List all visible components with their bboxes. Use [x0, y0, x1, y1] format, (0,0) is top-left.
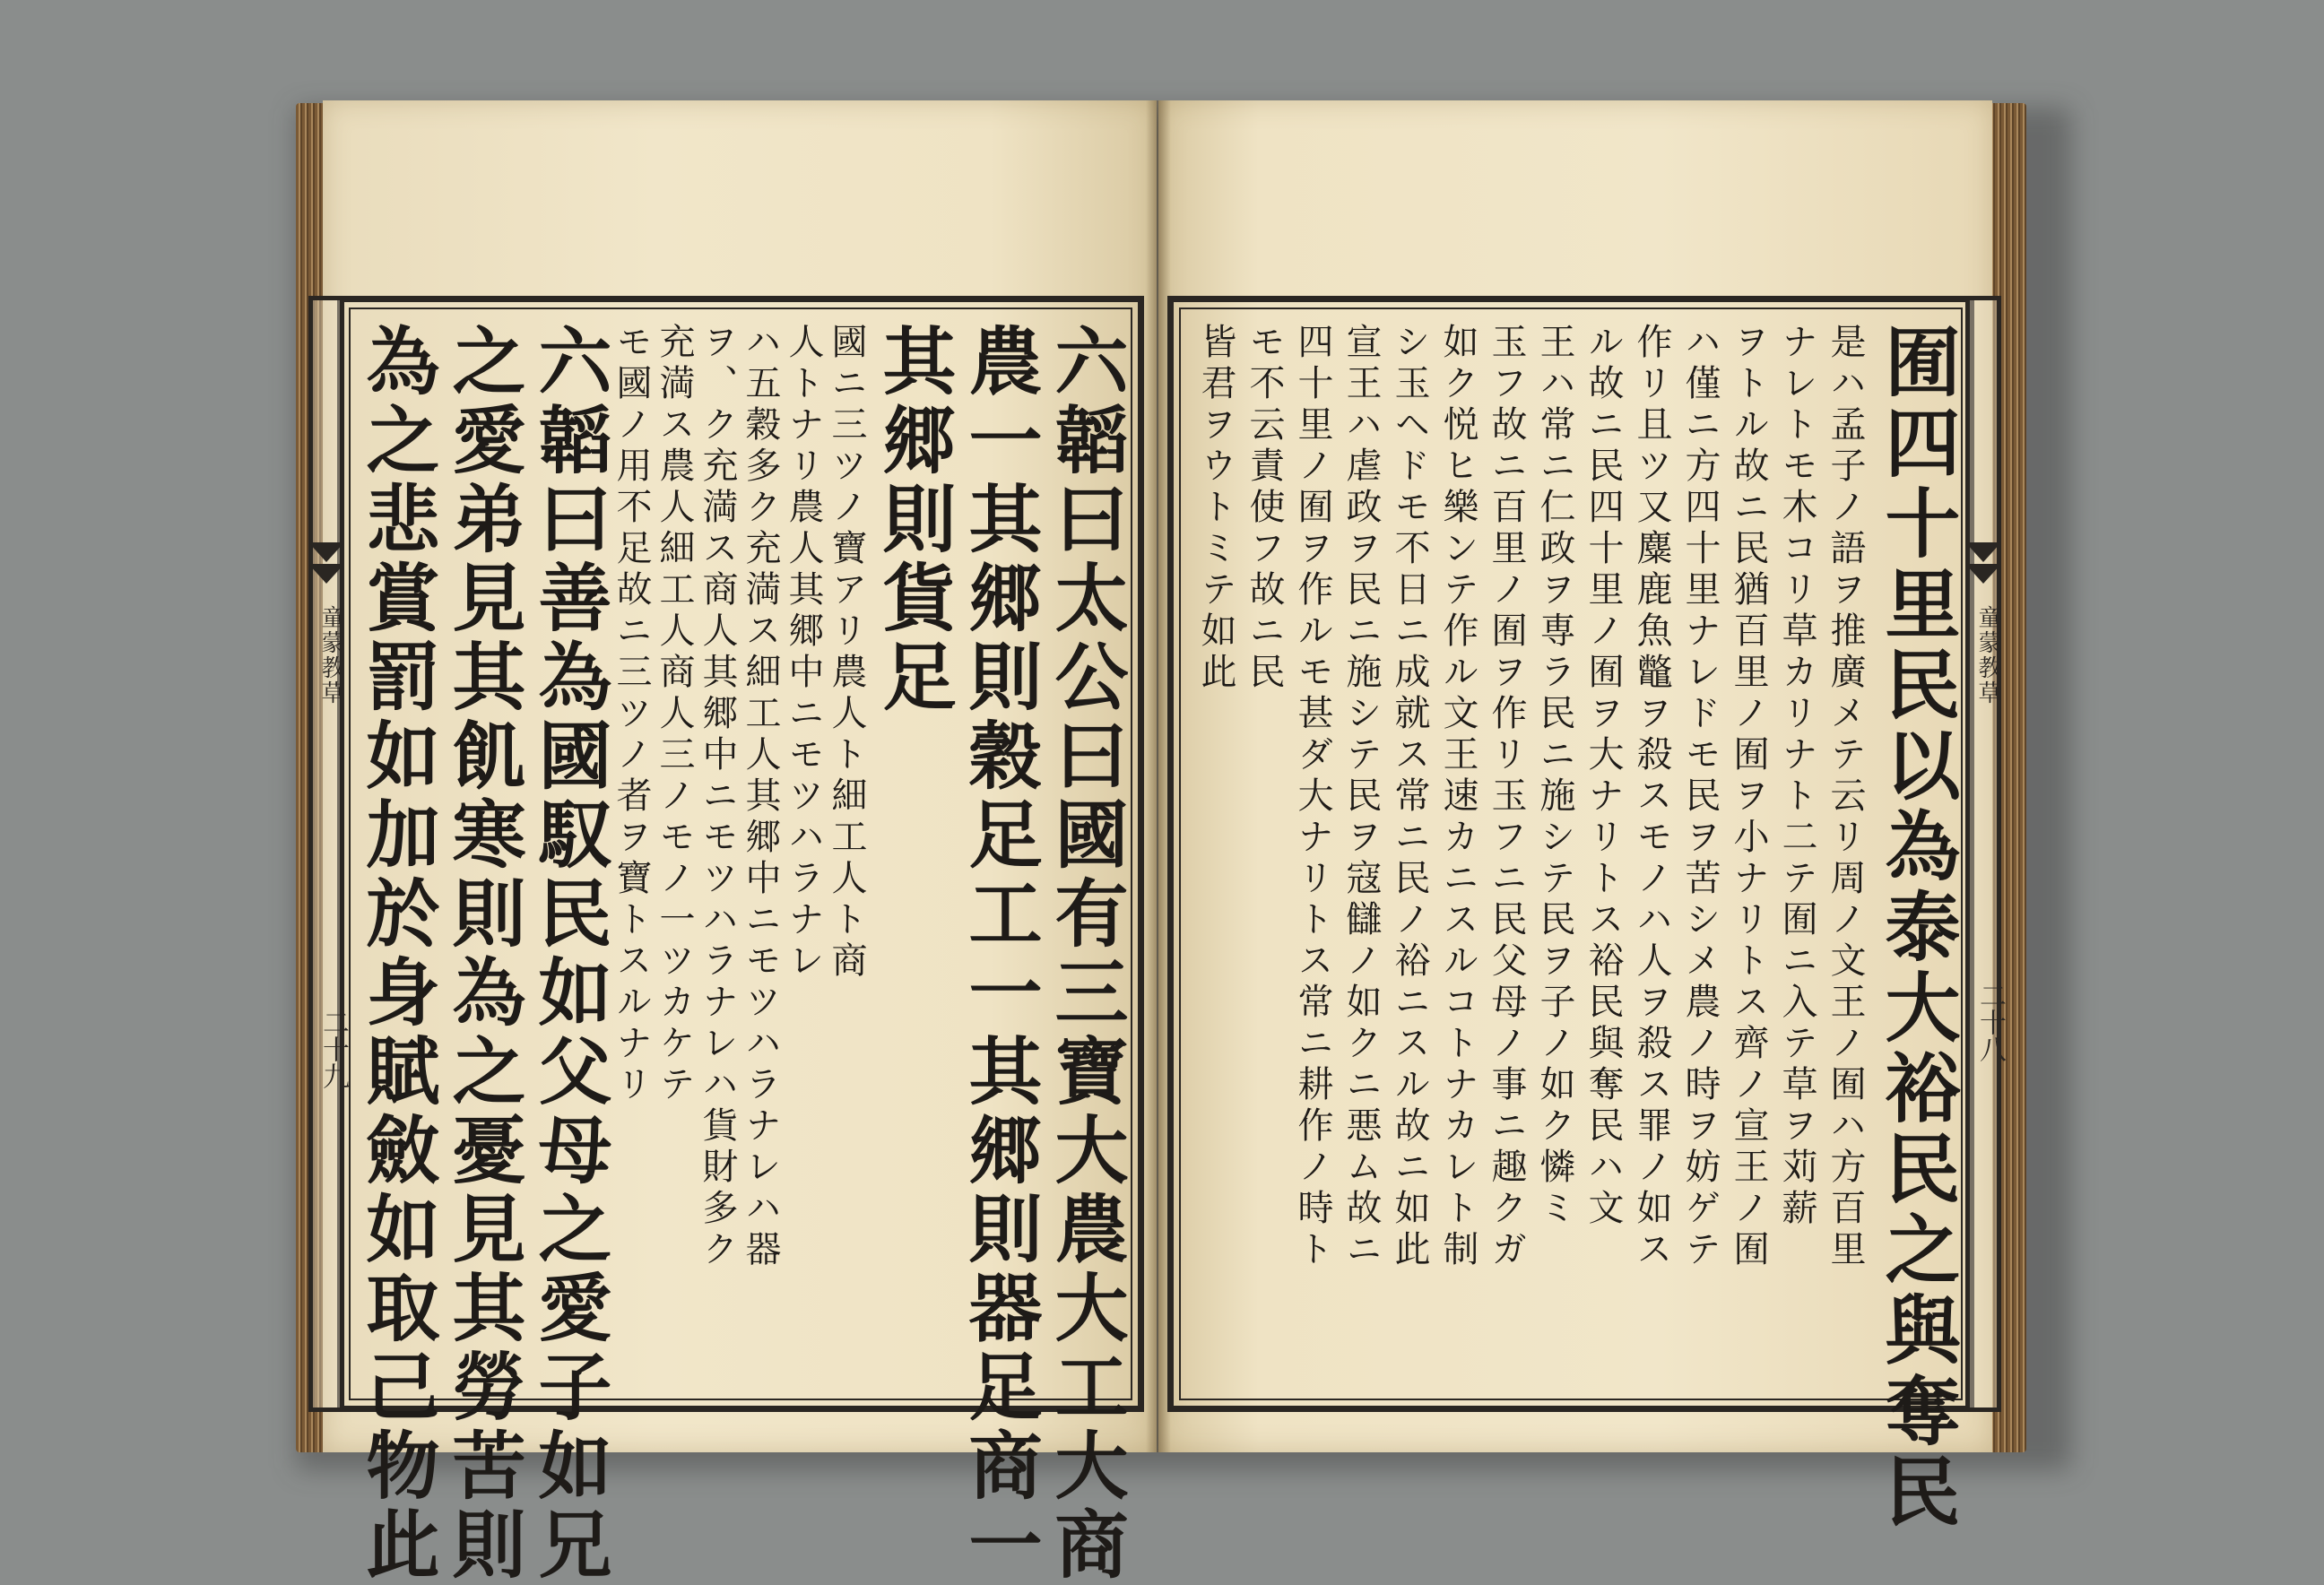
text-column: ハ五穀多ク充満ス細工人其郷中ニモツハラナレハ器: [740, 323, 781, 1271]
text-column: 皆君ヲウトミテ如此: [1195, 323, 1236, 694]
fold-title: 童蒙教草: [317, 605, 344, 706]
text-column: 之愛弟見其飢寒則為之憂見其勞苦則: [440, 323, 526, 1585]
text-column: ナレトモ木コリ草カリナト二テ囿ニ入テ草ヲ苅薪: [1776, 323, 1817, 1230]
fold-title: 童蒙教草: [1974, 605, 2001, 706]
text-column: 人トナリ農人其郷中ニモツハラナレ: [783, 323, 824, 983]
text-column: 囿四十里民以為泰大裕民之與奪民: [1873, 323, 1962, 1533]
text-column: シ玉ヘドモ不日ニ成就ス常ニ民ノ裕ニスル故ニ如此: [1389, 323, 1430, 1271]
text-column: 充満ス農人細工人商人三ノモノ一ツカケテ: [654, 323, 695, 1106]
text-column: モ不云責使フ故ニ民: [1244, 323, 1285, 694]
text-column: モ國ノ用不足故ニ三ツノ者ヲ寶トスルナリ: [611, 323, 652, 1106]
text-column: ハ僅ニ方四十里ナレドモ民ヲ苦シメ農ノ時ヲ妨ゲテ: [1679, 323, 1721, 1271]
text-column: 農一其郷則穀足工一其郷則器足商一: [957, 323, 1043, 1585]
folio-number: 二十九: [317, 1009, 349, 1089]
fishtail-mark-icon: [1965, 542, 2001, 584]
text-column: 作リ且ツ又麋鹿魚鼈ヲ殺スモノハ人ヲ殺ス罪ノ如ス: [1631, 323, 1672, 1271]
text-column: ヲトル故ニ民猶百里ノ囿ヲ小ナリトス齊ノ宣王ノ囿: [1728, 323, 1769, 1271]
right-center-fold: [1965, 296, 2006, 1412]
folio-number: 二十八: [1974, 982, 2006, 1062]
text-column: 六韜曰善為國馭民如父母之愛子如兄: [526, 323, 612, 1585]
left-center-fold: [308, 296, 349, 1412]
text-column: 宣王ハ虐政ヲ民ニ施シテ民ヲ寇讎ノ如クニ悪ム故ニ: [1340, 323, 1382, 1271]
text-column: 六韜曰太公曰國有三寶大農大工大商: [1043, 323, 1129, 1585]
text-column: 四十里ノ囿ヲ作ルモ甚ダ大ナリトス常ニ耕作ノ時ト: [1292, 323, 1333, 1271]
text-column: 是ハ孟子ノ語ヲ推廣メテ云リ周ノ文王ノ囿ハ方百里: [1825, 323, 1866, 1271]
text-column: 王ハ常ニ仁政ヲ専ラ民ニ施シテ民ヲ子ノ如ク憐ミ: [1534, 323, 1575, 1230]
text-column: 為之悲賞罰如加於身賦斂如取己物此: [354, 323, 440, 1585]
text-column: 玉フ故ニ百里ノ囿ヲ作リ玉フニ民父母ノ事ニ趣クガ: [1486, 323, 1527, 1271]
fishtail-mark-icon: [308, 542, 344, 584]
text-column: ル故ニ民四十里ノ囿ヲ大ナリトス裕民與奪民ハ文: [1583, 323, 1624, 1230]
text-column: 如ク悦ヒ樂ンテ作ル文王速カニスルコトナカレト制: [1437, 323, 1479, 1271]
text-column: ヲ、ク充満ス商人其郷中ニモツハラナレハ貨財多ク: [697, 323, 738, 1271]
text-column: 國ニ三ツノ寶アリ農人ト細工人ト商: [826, 323, 867, 983]
text-column: 其郷則貨足: [871, 323, 957, 717]
